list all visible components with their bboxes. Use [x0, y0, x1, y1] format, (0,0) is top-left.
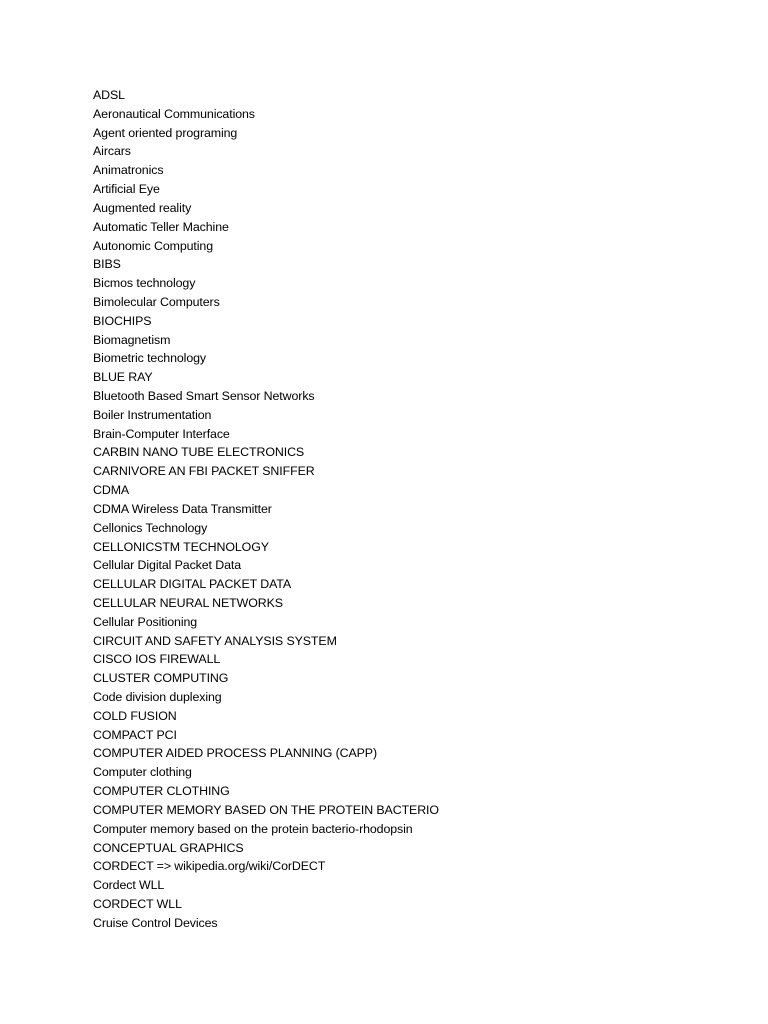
topic-item: Cellular Digital Packet Data: [93, 558, 242, 573]
topic-item: CLUSTER COMPUTING: [93, 671, 229, 686]
topic-item: COMPACT PCI: [93, 727, 177, 742]
topic-item: CONCEPTUAL GRAPHICS: [93, 840, 244, 855]
topic-item: Cordect WLL: [93, 878, 165, 893]
topic-item: Biomagnetism: [93, 332, 171, 347]
topic-item: Bluetooth Based Smart Sensor Networks: [93, 389, 315, 403]
topic-item: Code division duplexing: [93, 690, 222, 704]
topic-item: Aircars: [93, 144, 131, 159]
topic-item: COMPUTER CLOTHING: [93, 784, 230, 799]
topic-item: BLUE RAY: [93, 370, 153, 385]
topic-item: Aeronautical Communications: [93, 106, 255, 121]
topic-item: Autonomic Computing: [93, 238, 214, 253]
topic-item: Bicmos technology: [93, 276, 196, 291]
topic-item: COMPUTER MEMORY BASED ON THE PROTEIN BACTERIO: [93, 802, 439, 817]
topic-item: CISCO IOS FIREWALL: [93, 652, 221, 667]
topic-item: ADSL: [93, 88, 125, 102]
topic-item: Brain-Computer Interface: [93, 426, 230, 441]
topic-item: Artificial Eye: [93, 182, 160, 197]
topic-item: CIRCUIT AND SAFETY ANALYSIS SYSTEM: [93, 633, 337, 648]
topic-item: CARBIN NANO TUBE ELECTRONICS: [93, 445, 305, 460]
topic-item: CELLULAR DIGITAL PACKET DATA: [93, 577, 292, 592]
topic-item: CORDECT => wikipedia.org/wiki/CorDECT: [93, 859, 326, 874]
topic-item: COLD FUSION: [93, 708, 177, 723]
topic-item: CORDECT WLL: [93, 896, 182, 911]
topic-item: Automatic Teller Machine: [93, 219, 229, 234]
topic-item: COMPUTER AIDED PROCESS PLANNING (CAPP): [93, 746, 377, 761]
topic-item: CELLONICSTM TECHNOLOGY: [93, 539, 269, 554]
topic-item: CARNIVORE AN FBI PACKET SNIFFER: [93, 464, 315, 479]
topic-item: Augmented reality: [93, 200, 192, 215]
topic-list: [93, 86, 439, 933]
topic-item: Boiler Instrumentation: [93, 407, 212, 422]
topic-item: Agent oriented programing: [93, 125, 238, 140]
topic-item: CDMA Wireless Data Transmitter: [93, 501, 272, 516]
topic-item: Bimolecular Computers: [93, 294, 220, 309]
topic-item: BIBS: [93, 257, 121, 272]
topic-item: Cellonics Technology: [93, 520, 208, 535]
topic-item: BIOCHIPS: [93, 313, 152, 328]
topic-item: CDMA: [93, 483, 130, 498]
topic-item: Cruise Control Devices: [93, 915, 218, 930]
topic-item: Biometric technology: [93, 351, 207, 366]
topic-item: Cellular Positioning: [93, 614, 198, 629]
topic-item: Computer memory based on the protein bacterio-rhodopsin: [93, 821, 413, 836]
topic-item: Animatronics: [93, 163, 164, 178]
topic-item: CELLULAR NEURAL NETWORKS: [93, 595, 283, 610]
topic-item: Computer clothing: [93, 765, 192, 780]
